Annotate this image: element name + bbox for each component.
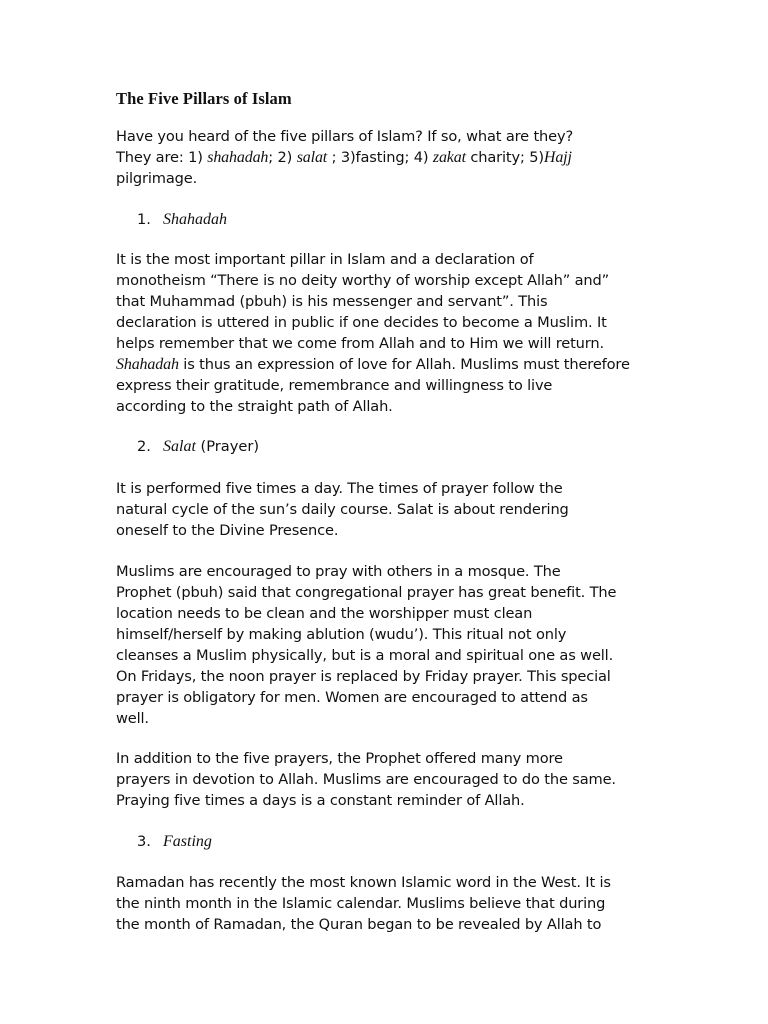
text-line: location needs to be clean and the worshipper must clean: [116, 605, 533, 622]
text-line: prayers in devotion to Allah. Muslims are encouraged to do the same.: [116, 771, 616, 788]
text-run: is thus an expression of love for Allah. Muslims must therefore: [178, 356, 630, 373]
section-label: Salat: [163, 438, 196, 455]
intro-line-3: pilgrimage.: [116, 170, 198, 187]
text-line: helps remember that we come from Allah and to Him we will return.: [116, 335, 604, 352]
salat-paragraph-2: [116, 561, 676, 729]
text-line: On Fridays, the noon prayer is replaced by Friday prayer. This special: [116, 668, 611, 685]
intro-hajj: Hajj: [543, 149, 572, 166]
text-line: Muslims are encouraged to pray with others in a mosque. The: [116, 563, 561, 580]
text-line: cleanses a Muslim physically, but is a moral and spiritual one as well.: [116, 647, 614, 664]
section-number: 1.: [137, 211, 151, 228]
section-heading-shahadah: [137, 209, 227, 230]
section-number: 3.: [137, 833, 151, 850]
text-line: that Muhammad (pbuh) is his messenger and servant”. This: [116, 293, 548, 310]
section-heading-fasting: [137, 831, 212, 852]
text-line: himself/herself by making ablution (wudu’). This ritual not only: [116, 626, 567, 643]
intro-text: ; 3)fasting; 4): [327, 149, 433, 166]
text-line: the ninth month in the Islamic calendar. Muslims believe that during: [116, 895, 606, 912]
intro-text: They are: 1): [116, 149, 208, 166]
text-line: express their gratitude, remembrance and willingness to live: [116, 377, 553, 394]
intro-shahadah: shahadah: [207, 149, 269, 166]
salat-paragraph-1: [116, 478, 676, 541]
intro-zakat: zakat: [432, 149, 466, 166]
document-title: The Five Pillars of Islam: [116, 89, 292, 108]
intro-paragraph: [116, 126, 676, 189]
text-line: Praying five times a days is a constant reminder of Allah.: [116, 792, 525, 809]
shahadah-paragraph: [116, 249, 676, 417]
text-line: declaration is uttered in public if one decides to become a Muslim. It: [116, 314, 607, 331]
text-line: In addition to the five prayers, the Prophet offered many more: [116, 750, 563, 767]
intro-line-1: Have you heard of the five pillars of Islam? If so, what are they?: [116, 128, 574, 145]
text-line: Ramadan has recently the most known Islamic word in the West. It is: [116, 874, 611, 891]
section-label: Shahadah: [163, 211, 227, 228]
section-label-suffix: (Prayer): [195, 438, 260, 455]
text-line: It is the most important pillar in Islam and a declaration of: [116, 251, 534, 268]
section-heading-salat: [137, 436, 259, 457]
text-line: the month of Ramadan, the Quran began to be revealed by Allah to: [116, 916, 602, 933]
intro-salat: salat: [296, 149, 328, 166]
text-line: monotheism “There is no deity worthy of worship except Allah” and”: [116, 272, 610, 289]
intro-text: ; 2): [268, 149, 297, 166]
intro-text: charity; 5): [465, 149, 544, 166]
section-label: Fasting: [163, 833, 212, 850]
salat-paragraph-3: [116, 748, 676, 811]
text-line: according to the straight path of Allah.: [116, 398, 393, 415]
intro-line-2: [116, 147, 676, 168]
text-line: Prophet (pbuh) said that congregational prayer has great benefit. The: [116, 584, 617, 601]
text-line: [116, 354, 676, 375]
section-number: 2.: [137, 438, 151, 455]
text-line: prayer is obligatory for men. Women are encouraged to attend as: [116, 689, 588, 706]
text-line: oneself to the Divine Presence.: [116, 522, 339, 539]
text-line: well.: [116, 710, 149, 727]
text-line: natural cycle of the sun’s daily course. Salat is about rendering: [116, 501, 569, 518]
fasting-paragraph: [116, 872, 676, 935]
text-line: It is performed five times a day. The times of prayer follow the: [116, 480, 563, 497]
shahadah-term: Shahadah: [116, 356, 179, 373]
